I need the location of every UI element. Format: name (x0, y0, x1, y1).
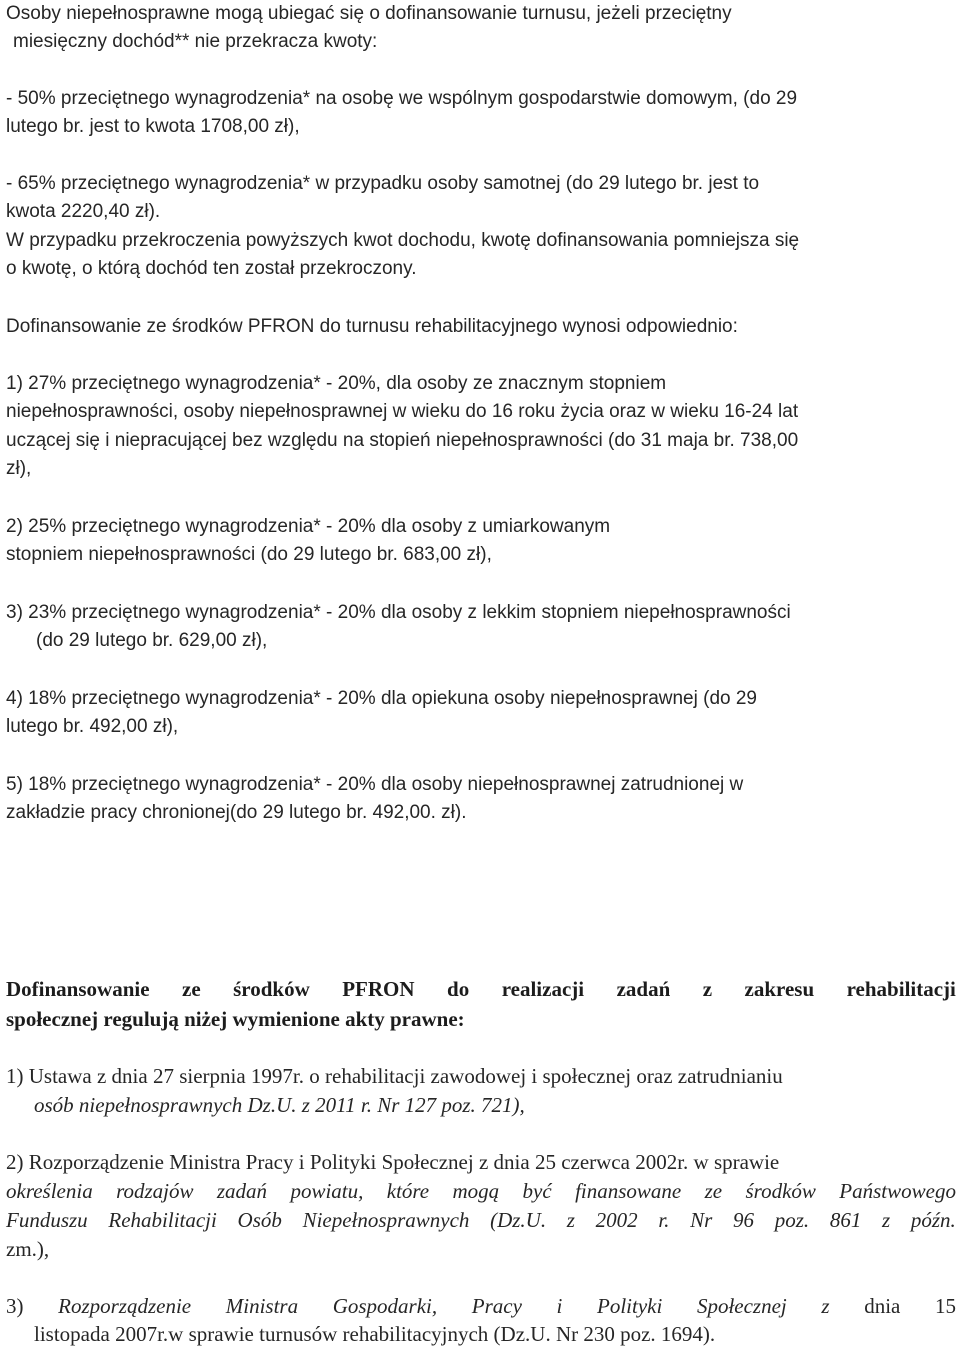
act-word: z (882, 1208, 891, 1232)
act-word: Rozporządzenie (58, 1294, 192, 1318)
heading-word: środków (233, 977, 310, 1001)
act-word: (Dz.U. (490, 1208, 547, 1232)
heading-word: PFRON (342, 977, 415, 1001)
income-intro-line-1: Osoby niepełnosprawne mogą ubiegać się o dofinansowanie turnusu, jeżeli przeciętny (6, 3, 732, 24)
funding-item-3-line-1: 3) 23% przeciętnego wynagrodzenia* - 20% dla osoby z lekkim stopniem niepełnosprawności (6, 602, 791, 623)
law-act-2-line-1: 2) Rozporządzenie Ministra Pracy i Polityki Społecznej z dnia 25 czerwca 2002r. w sprawie (6, 1150, 780, 1174)
act-word: 15 (934, 1294, 956, 1318)
funding-item-2-line-2: stopniem niepełnosprawności (do 29 lutego br. 683,00 zł), (6, 544, 492, 565)
act-word: określenia (6, 1179, 93, 1203)
act-word: 861 (829, 1208, 862, 1232)
funding-item-1-line-1: 1) 27% przeciętnego wynagrodzenia* - 20%, dla osoby ze znacznym stopniem (6, 373, 667, 394)
funding-item-5-line-1: 5) 18% przeciętnego wynagrodzenia* - 20% dla osoby niepełnosprawnej zatrudnionej w (6, 774, 744, 795)
funding-item-3-line-2: (do 29 lutego br. 629,00 zł), (36, 630, 268, 651)
income-exceed-line-1: W przypadku przekroczenia powyższych kwot dochodu, kwotę dofinansowania pomniejsza się (6, 230, 800, 251)
income-50-line-2: lutego br. jest to kwota 1708,00 zł), (6, 116, 300, 137)
funding-item-1-line-2: niepełnosprawności, osoby niepełnosprawnej w wieku do 16 roku życia oraz w wieku 16-24 lat (6, 401, 799, 422)
act-word: ze (704, 1179, 723, 1203)
law-act-1-line-2: osób niepełnosprawnych Dz.U. z 2011 r. Nr 127 poz. 721), (34, 1093, 525, 1117)
heading-word: do (447, 977, 470, 1001)
act-word: powiatu, (290, 1179, 364, 1203)
act-word: Niepełnosprawnych (302, 1208, 470, 1232)
act-word: Nr (690, 1208, 713, 1232)
law-heading-line-1 (6, 975, 956, 1003)
act-word: które (386, 1179, 430, 1203)
act-word: z (821, 1294, 830, 1318)
law-heading-line-2: społecznej regulują niżej wymienione akty prawne: (6, 1007, 465, 1031)
income-exceed-line-2: o kwotę, o którą dochód ten został przekroczony. (6, 258, 417, 279)
act-word: Państwowego (839, 1179, 956, 1203)
income-intro-line-2: miesięczny dochód** nie przekracza kwoty: (13, 31, 378, 52)
act-word: 2002 (595, 1208, 638, 1232)
heading-word: rehabilitacji (846, 977, 956, 1001)
act-word: poz. (774, 1208, 810, 1232)
funding-item-1-line-3: uczącej się i niepracującej bez względu na stopień niepełnosprawności (do 31 maja br. 738,00 (6, 430, 799, 451)
act-word: Polityki (597, 1294, 663, 1318)
act-word: i (556, 1294, 563, 1318)
act-word: Ministra (225, 1294, 299, 1318)
law-act-3-line-1 (6, 1292, 956, 1320)
act-word: Pracy (471, 1294, 522, 1318)
law-act-2-line-2 (6, 1177, 956, 1205)
act-word: mogą (452, 1179, 500, 1203)
funding-item-1-line-4: zł), (6, 458, 32, 479)
act-word: dnia (864, 1294, 901, 1318)
funding-item-4-line-2: lutego br. 492,00 zł), (6, 716, 179, 737)
heading-word: z (702, 977, 713, 1001)
funding-item-2-line-1: 2) 25% przeciętnego wynagrodzenia* - 20% dla osoby z umiarkowanym (6, 516, 611, 537)
heading-word: realizacji (501, 977, 585, 1001)
act-word: Gospodarki, (332, 1294, 438, 1318)
act-word: późn. (910, 1208, 956, 1232)
income-65-line-1: - 65% przeciętnego wynagrodzenia* w przypadku osoby samotnej (do 29 lutego br. jest to (6, 173, 760, 194)
heading-word: Dofinansowanie (6, 977, 150, 1001)
funding-heading: Dofinansowanie ze środków PFRON do turnusu rehabilitacyjnego wynosi odpowiednio: (6, 316, 738, 337)
act-word: Społecznej (696, 1294, 787, 1318)
funding-item-5-line-2: zakładzie pracy chronionej(do 29 lutego br. 492,00. zł). (6, 802, 467, 823)
heading-word: ze (182, 977, 201, 1001)
law-act-3-line-2: listopada 2007r.w sprawie turnusów rehabilitacyjnych (Dz.U. Nr 230 poz. 1694). (34, 1322, 716, 1346)
act-word: Osób (237, 1208, 282, 1232)
act-word: być (522, 1179, 552, 1203)
act-word: 96 (733, 1208, 754, 1232)
act-word: Rehabilitacji (108, 1208, 217, 1232)
act-word: r. (658, 1208, 670, 1232)
act-word: rodzajów (116, 1179, 194, 1203)
law-act-2-line-4: zm.), (6, 1237, 50, 1261)
act-word: środków (745, 1179, 816, 1203)
act-word: Funduszu (6, 1208, 88, 1232)
funding-item-4-line-1: 4) 18% przeciętnego wynagrodzenia* - 20% dla opiekuna osoby niepełnosprawnej (do 29 (6, 688, 757, 709)
law-act-2-line-3 (6, 1206, 956, 1234)
act-word: 3) (6, 1294, 24, 1318)
act-word: z (566, 1208, 575, 1232)
act-word: zadań (216, 1179, 268, 1203)
heading-word: zadań (616, 977, 671, 1001)
income-65-line-2: kwota 2220,40 zł). (6, 201, 161, 222)
heading-word: zakresu (744, 977, 815, 1001)
income-50-line-1: - 50% przeciętnego wynagrodzenia* na osobę we wspólnym gospodarstwie domowym, (do 29 (6, 88, 798, 109)
act-word: finansowane (575, 1179, 682, 1203)
law-act-1-line-1: 1) Ustawa z dnia 27 sierpnia 1997r. o rehabilitacji zawodowej i społecznej oraz zatrudnianiu (6, 1064, 783, 1088)
